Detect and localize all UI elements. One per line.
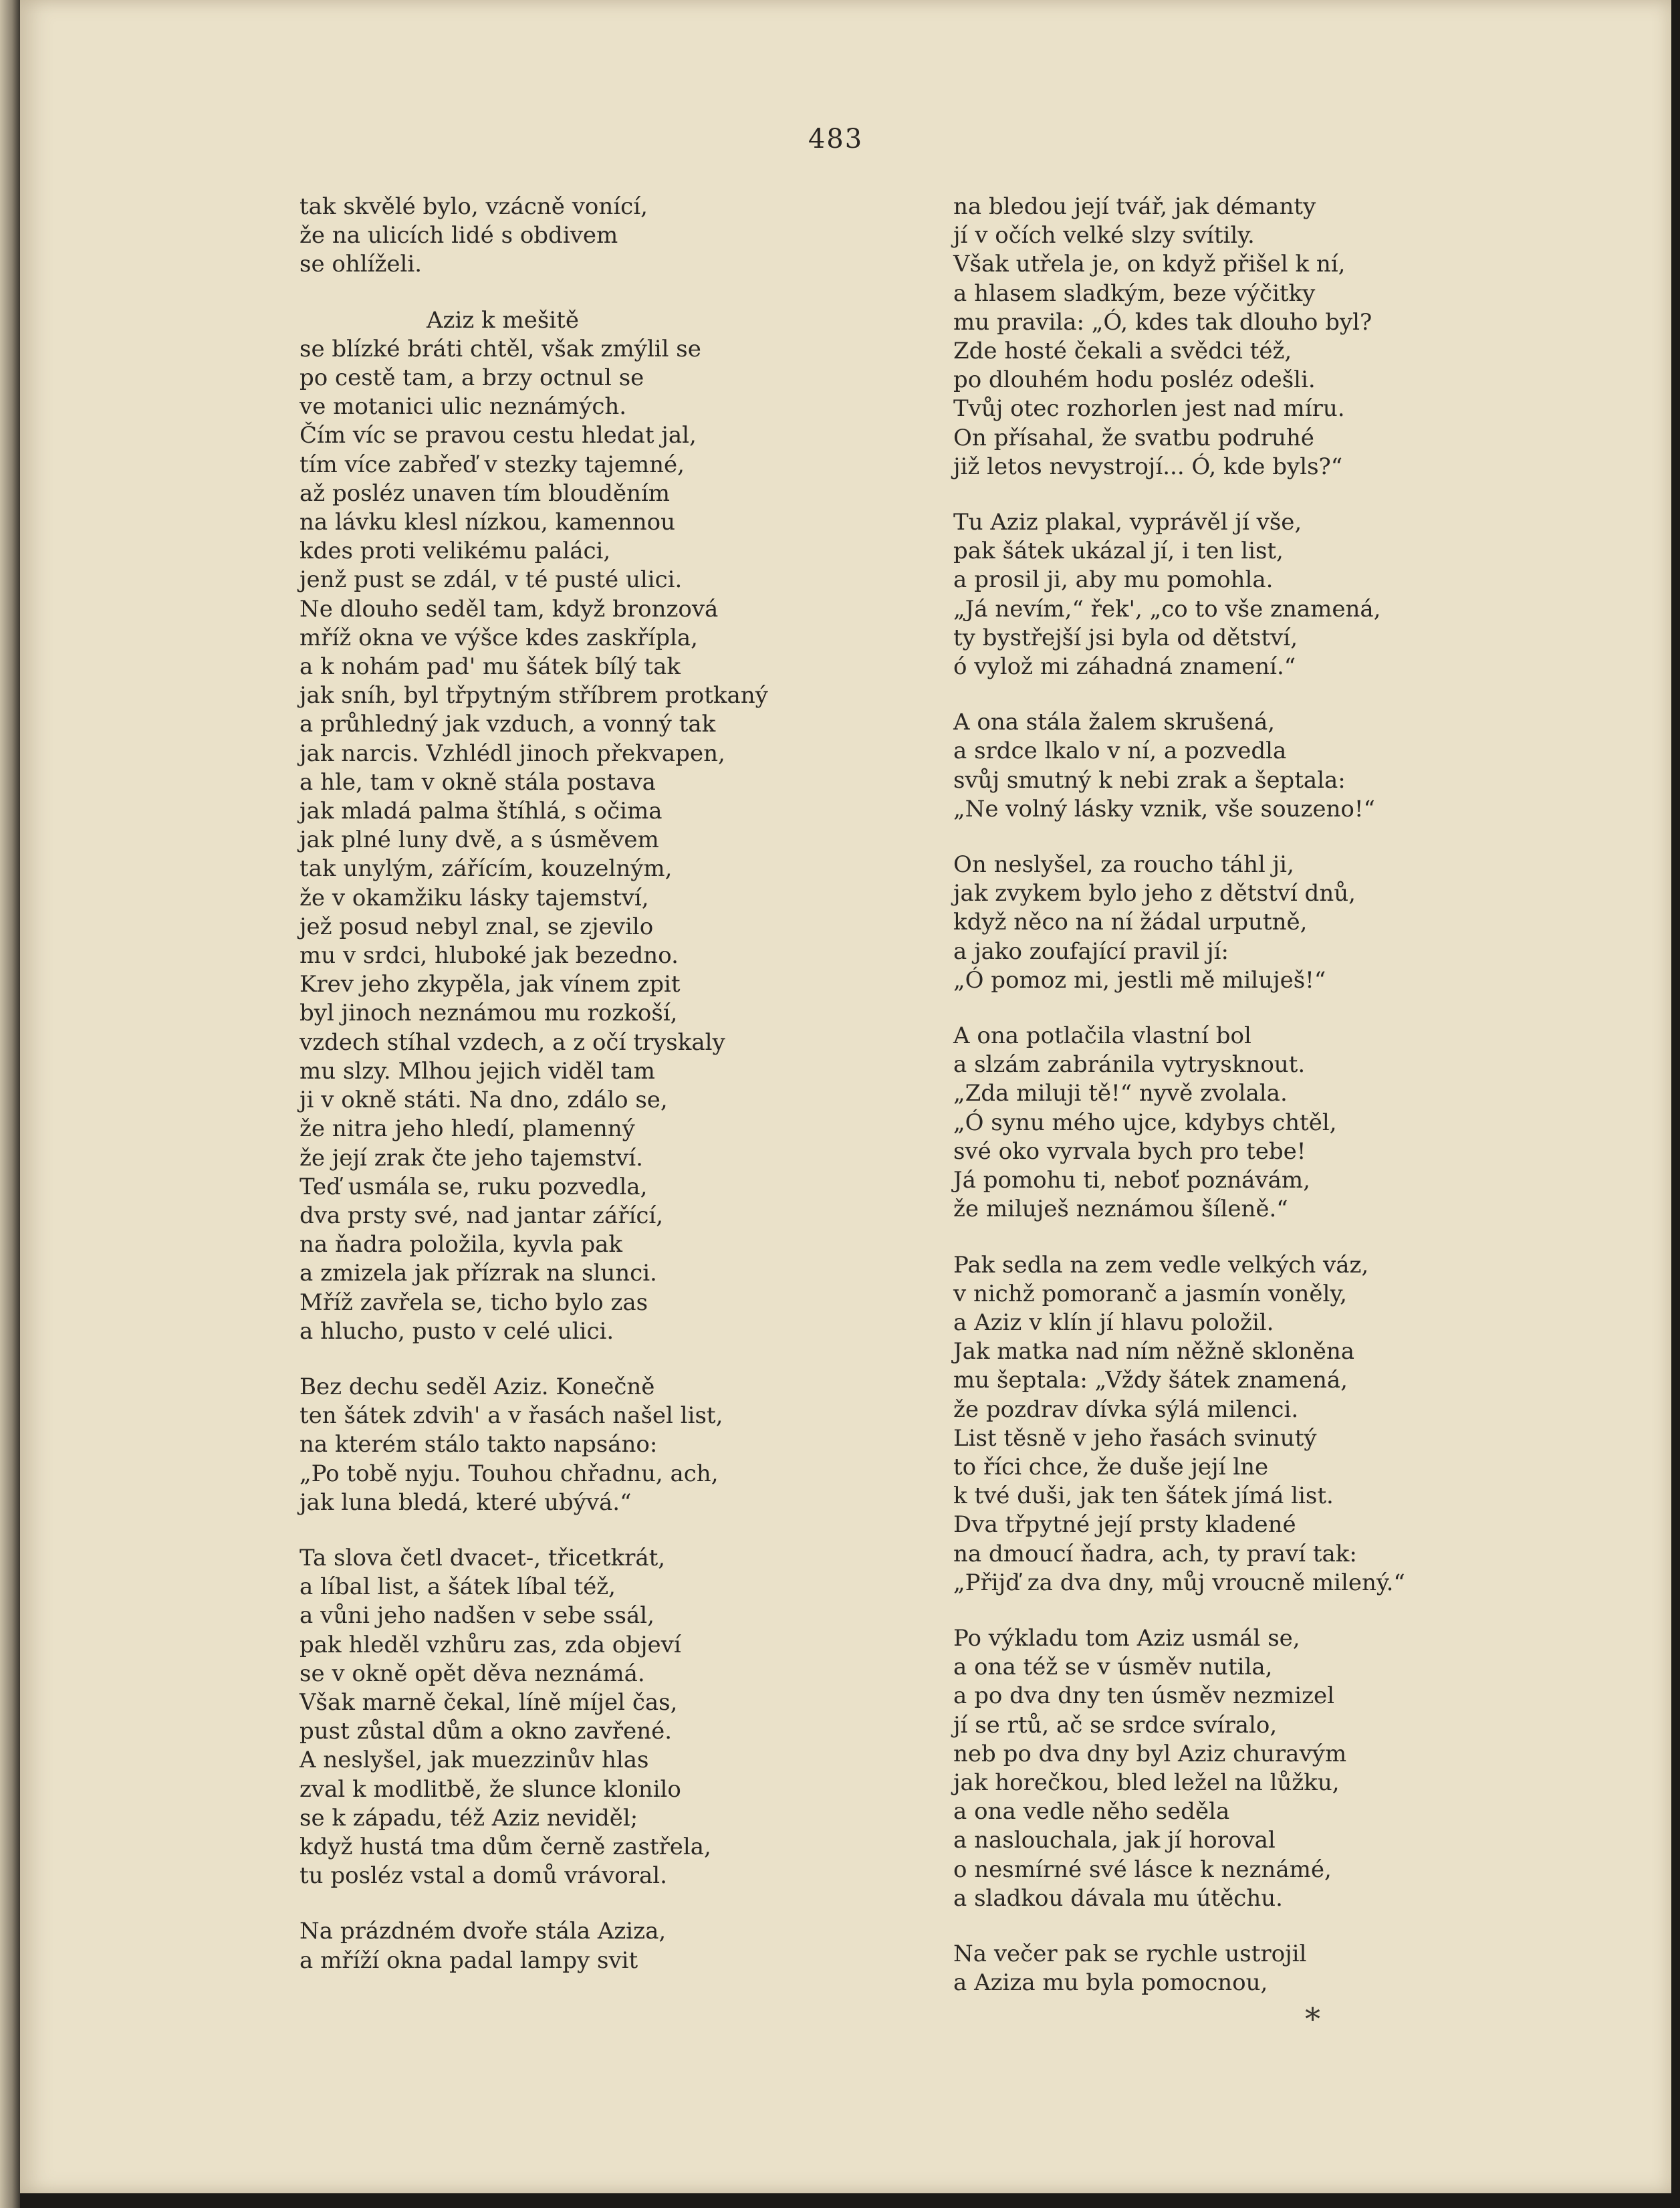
verse-line: tím více zabřeď v stezky tajemné, — [299, 451, 685, 478]
verse-line: A ona stála žalem skrušená, — [953, 709, 1276, 736]
verse-line: Čím víc se pravou cestu hledat jal, — [299, 422, 697, 449]
verse-line: tak unylým, zářícím, kouzelným, — [299, 855, 673, 883]
verse-line: mříž okna ve výšce kdes zaskřípla, — [299, 624, 698, 651]
stanza — [299, 1917, 781, 1975]
verse-line: tak skvělé bylo, vzácně vonící, — [299, 193, 648, 220]
section-end-asterisk: * — [1305, 2001, 1320, 2037]
verse-line: „Po tobě nyju. Touhou chřadnu, ach, — [299, 1460, 719, 1487]
verse-line: Bez dechu seděl Aziz. Konečně — [299, 1373, 655, 1400]
verse-line: „Ó synu mého ujce, kdybys chtěl, — [953, 1109, 1337, 1136]
verse-line: Tu Aziz plakal, vyprávěl jí vše, — [953, 509, 1302, 536]
stanza — [953, 708, 1421, 824]
verse-line: mu pravila: „Ó, kdes tak dlouho byl? — [953, 308, 1372, 336]
verse-line: Dva třpytné její prsty kladené — [953, 1511, 1296, 1539]
verse-line: po cestě tam, a brzy octnul se — [299, 364, 644, 392]
verse-line: „Já nevím,“ řek', „co to vše znamená, — [953, 595, 1381, 623]
verse-line: to říci chce, že duše její lne — [953, 1453, 1269, 1480]
verse-line: zval k modlitbě, že slunce klonilo — [299, 1775, 681, 1803]
verse-line: byl jinoch neznámou mu rozkoší, — [299, 1000, 678, 1027]
stanza — [953, 1940, 1421, 1997]
verse-line: Jak matka nad ním něžně skloněna — [953, 1338, 1355, 1365]
verse-line: že v okamžiku lásky tajemství, — [299, 884, 649, 911]
verse-line: po dlouhém hodu posléz odešli. — [953, 366, 1316, 394]
verse-line: a mříží okna padal lampy svit — [299, 1947, 638, 1974]
book-page — [20, 0, 1671, 2193]
verse-line: že miluješ neznámou šíleně.“ — [953, 1196, 1288, 1223]
verse-line: tu posléz vstal a domů vrávoral. — [299, 1862, 667, 1890]
stanza — [953, 1624, 1421, 1913]
verse-line: jí se rtů, ač se srdce svíralo, — [953, 1711, 1278, 1739]
verse-line: A neslyšel, jak muezzinův hlas — [299, 1747, 649, 1774]
verse-line: a ona vedle něho seděla — [953, 1798, 1230, 1826]
verse-line: „Ó pomoz mi, jestli mě miluješ!“ — [953, 966, 1326, 994]
verse-line: o nesmírné své lásce k neznámé, — [953, 1856, 1332, 1883]
left-column — [299, 193, 781, 1975]
verse-line: a k nohám pad' mu šátek bílý tak — [299, 653, 681, 681]
verse-line: Pak sedla na zem vedle velkých váz, — [953, 1251, 1369, 1279]
verse-line: On přísahal, že svatbu podruhé — [953, 424, 1314, 451]
verse-line: Já pomohu ti, neboť poznávám, — [953, 1167, 1310, 1194]
verse-line: a zmizela jak přízrak na slunci. — [299, 1260, 657, 1287]
verse-line: že na ulicích lidé s obdivem — [299, 222, 618, 249]
verse-line: jak mladá palma štíhlá, s očima — [299, 798, 663, 825]
verse-line: a srdce lkalo v ní, a pozvedla — [953, 738, 1287, 765]
verse-line: Mříž zavřela se, ticho bylo zas — [299, 1289, 648, 1316]
verse-line: že pozdrav dívka sýlá milenci. — [953, 1396, 1299, 1423]
verse-line: a jako zoufající pravil jí: — [953, 937, 1229, 965]
verse-line: Však utřela je, on když přišel k ní, — [953, 251, 1346, 278]
verse-line: jak zvykem bylo jeho z dětství dnů, — [953, 880, 1356, 907]
verse-line: jak narcis. Vzhlédl jinoch překvapen, — [299, 740, 725, 767]
verse-line: jak horečkou, bled ležel na lůžku, — [953, 1769, 1340, 1796]
verse-line: mu slzy. Mlhou jejich viděl tam — [299, 1057, 655, 1085]
verse-line: a vůni jeho nadšen v sebe ssál, — [299, 1602, 654, 1630]
verse-line: se v okně opět děva neznámá. — [299, 1660, 645, 1687]
verse-line: „Ne volný lásky vznik, vše souzeno!“ — [953, 795, 1375, 822]
verse-line: Krev jeho zkypěla, jak vínem zpit — [299, 971, 681, 998]
verse-line: na bledou její tvář, jak démanty — [953, 193, 1316, 220]
verse-line: ten šátek zdvih' a v řasách našel list, — [299, 1402, 723, 1430]
verse-line: na lávku klesl nízkou, kamennou — [299, 509, 676, 536]
adjacent-page-edge — [0, 0, 20, 2208]
verse-line: a líbal list, a šátek líbal též, — [299, 1573, 616, 1601]
verse-line: pust zůstal dům a okno zavřené. — [299, 1718, 673, 1745]
verse-line: Na večer pak se rychle ustrojil — [953, 1940, 1307, 1967]
verse-line: ó vylož mi záhadná znamení.“ — [953, 653, 1296, 681]
verse-line: až posléz unaven tím blouděním — [299, 479, 670, 507]
verse-line: jak luna bledá, které ubývá.“ — [299, 1488, 632, 1516]
stanza — [299, 1544, 781, 1890]
verse-line: svůj smutný k nebi zrak a šeptala: — [953, 766, 1346, 794]
verse-line: že její zrak čte jeho tajemství. — [299, 1144, 643, 1172]
verse-line: Po výkladu tom Aziz usmál se, — [953, 1624, 1300, 1652]
verse-line: své oko vyrvala bych pro tebe! — [953, 1137, 1306, 1165]
verse-line: jež posud nebyl znal, se zjevilo — [299, 913, 654, 940]
verse-line: „Přijď za dva dny, můj vroucně milený.“ — [953, 1569, 1405, 1596]
verse-line: pak šátek ukázal jí, i ten list, — [953, 538, 1284, 565]
verse-line: „Zda miluji tě!“ nyvě zvolala. — [953, 1080, 1288, 1107]
verse-line: On neslyšel, za roucho táhl ji, — [953, 851, 1294, 879]
verse-line: k tvé duši, jak ten šátek jímá list. — [953, 1482, 1334, 1510]
verse-line: mu šeptala: „Vždy šátek znamená, — [953, 1367, 1348, 1394]
verse-line: Ta slova četl dvacet-, třicetkrát, — [299, 1544, 666, 1571]
verse-line: a Aziz v klín jí hlavu položil. — [953, 1309, 1274, 1336]
verse-line: a hle, tam v okně stála postava — [299, 768, 656, 796]
verse-line: se blízké bráti chtěl, však zmýlil se — [299, 335, 701, 362]
stanza — [953, 193, 1421, 481]
stanza — [953, 851, 1421, 995]
right-column — [953, 193, 1421, 1997]
verse-line: a naslouchala, jak jí horoval — [953, 1827, 1276, 1854]
verse-line: jenž pust se zdál, v té pusté ulici. — [299, 566, 683, 594]
verse-line: Teď usmála se, ruku pozvedla, — [299, 1173, 648, 1200]
verse-line: ve motanici ulic neznámých. — [299, 393, 627, 421]
verse-line: A ona potlačila vlastní bol — [953, 1022, 1251, 1050]
verse-line: ji v okně státi. Na dno, zdálo se, — [299, 1087, 668, 1114]
verse-line: a ona též se v úsměv nutila, — [953, 1654, 1273, 1681]
verse-line: na dmoucí ňadra, ach, ty praví tak: — [953, 1540, 1357, 1567]
stanza — [953, 1022, 1421, 1224]
verse-line: že nitra jeho hledí, plamenný — [299, 1115, 635, 1143]
verse-line: a po dva dny ten úsměv nezmizel — [953, 1682, 1335, 1710]
stanza-heading-line: Aziz k mešitě — [427, 306, 579, 334]
verse-line: a hlucho, pusto v celé ulici. — [299, 1317, 614, 1345]
verse-line: a prosil ji, aby mu pomohla. — [953, 566, 1274, 594]
stanza — [299, 193, 781, 280]
stanza — [299, 335, 781, 1346]
verse-line: a hlasem sladkým, beze výčitky — [953, 280, 1316, 307]
verse-line: List těsně v jeho řasách svinutý — [953, 1424, 1317, 1452]
stanza — [953, 1251, 1421, 1597]
verse-line: a slzám zabránila vytrysknout. — [953, 1051, 1306, 1079]
verse-line: pak hleděl vzhůru zas, zda objeví — [299, 1631, 681, 1658]
verse-line: vzdech stíhal vzdech, a z očí tryskaly — [299, 1028, 725, 1056]
verse-line: jak plné luny dvě, a s úsměvem — [299, 826, 659, 854]
stanza — [299, 1373, 781, 1517]
verse-line: Tvůj otec rozhorlen jest nad míru. — [953, 395, 1345, 423]
page-number: 483 — [808, 124, 864, 154]
verse-line: jak sníh, byl třpytným stříbrem protkaný — [299, 682, 768, 709]
verse-line: mu v srdci, hluboké jak bezedno. — [299, 942, 679, 970]
verse-line: se k západu, též Aziz neviděl; — [299, 1804, 638, 1832]
verse-line: neb po dva dny byl Aziz churavým — [953, 1740, 1347, 1767]
verse-line: jí v očích velké slzy svítily. — [953, 222, 1255, 249]
verse-line: kdes proti velikému paláci, — [299, 538, 611, 565]
verse-line: a sladkou dávala mu útěchu. — [953, 1884, 1283, 1912]
verse-line: se ohlíželi. — [299, 251, 423, 278]
verse-line: když hustá tma dům černě zastřela, — [299, 1833, 711, 1860]
verse-line: Na prázdném dvoře stála Aziza, — [299, 1918, 667, 1945]
verse-line: na ňadra položila, kyvla pak — [299, 1231, 622, 1258]
verse-line: a průhledný jak vzduch, a vonný tak — [299, 711, 716, 738]
verse-line: dva prsty své, nad jantar zářící, — [299, 1202, 664, 1229]
verse-line: a Aziza mu byla pomocnou, — [953, 1969, 1268, 1997]
stanza — [953, 508, 1421, 681]
verse-line: Zde hosté čekali a svědci též, — [953, 338, 1292, 365]
verse-line: ty bystřejší jsi byla od dětství, — [953, 624, 1298, 651]
verse-line: Však marně čekal, líně míjel čas, — [299, 1688, 678, 1716]
verse-line: v nichž pomoranč a jasmín voněly, — [953, 1280, 1347, 1307]
verse-line: na kterém stálo takto napsáno: — [299, 1431, 658, 1458]
verse-line: když něco na ní žádal urputně, — [953, 909, 1308, 936]
verse-line: Ne dlouho seděl tam, když bronzová — [299, 595, 719, 623]
verse-line: již letos nevystrojí... Ó, kde byls?“ — [953, 453, 1343, 480]
